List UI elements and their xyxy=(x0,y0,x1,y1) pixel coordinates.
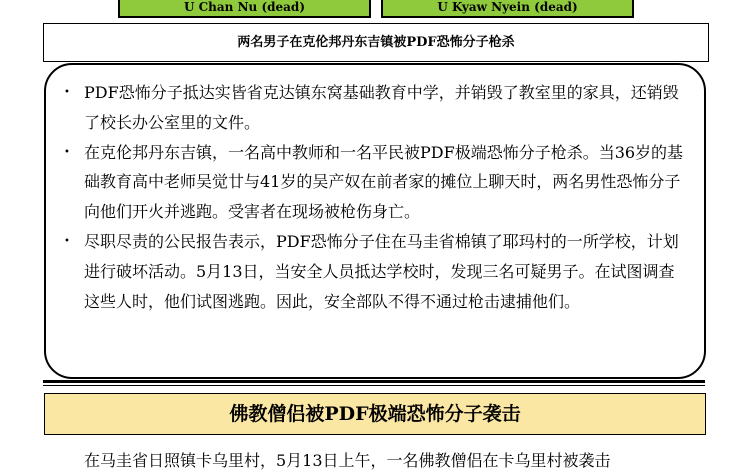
bullet-item xyxy=(64,78,684,138)
bullet-text: PDF恐怖分子抵达实皆省克达镇东窝基础教育中学，并销毁了教室里的家具，还销毁了校长办公室里的文件。 xyxy=(84,83,679,132)
section-divider xyxy=(43,380,705,383)
bullet-item xyxy=(64,227,684,316)
bullet-dot-icon: • xyxy=(64,87,70,98)
bullet-text: 在克伦邦丹东吉镇，一名高中教师和一名平民被PDF极端恐怖分子枪杀。当36岁的基础教育高中老师吴觉廿与41岁的吴产奴在前者家的摊位上聊天时，两名男性恐怖分子向他们开火并逃跑。受害者在现场被枪伤身亡。 xyxy=(84,142,684,222)
caption-left: U Chan Nu (dead) xyxy=(118,0,371,18)
section-divider-thin xyxy=(43,385,705,386)
bullet-item xyxy=(64,138,684,227)
bullet-list-panel xyxy=(44,63,706,379)
caption-right: U Kyaw Nyein (dead) xyxy=(381,0,634,18)
bullet-text: 尽职尽责的公民报告表示，PDF恐怖分子住在马圭省棉镇了耶玛村的一所学校，计划进行破坏活动。5月13日，当安全人员抵达学校时，发现三名可疑男子。在试图调查这些人时，他们试图逃跑。因此，安全部队不得不通过枪击逮捕他们。 xyxy=(84,231,679,311)
section-heading: 佛教僧侣被PDF极端恐怖分子袭击 xyxy=(44,393,706,435)
bullet-dot-icon: • xyxy=(64,146,70,158)
body-paragraph-partial: 在马圭省日照镇卡乌里村，5月13日上午，一名佛教僧侣在卡乌里村被袭击 xyxy=(84,451,611,470)
news-headline: 两名男子在克伦邦丹东吉镇被PDF恐怖分子枪杀 xyxy=(43,23,709,62)
bullet-dot-icon: • xyxy=(64,235,70,247)
